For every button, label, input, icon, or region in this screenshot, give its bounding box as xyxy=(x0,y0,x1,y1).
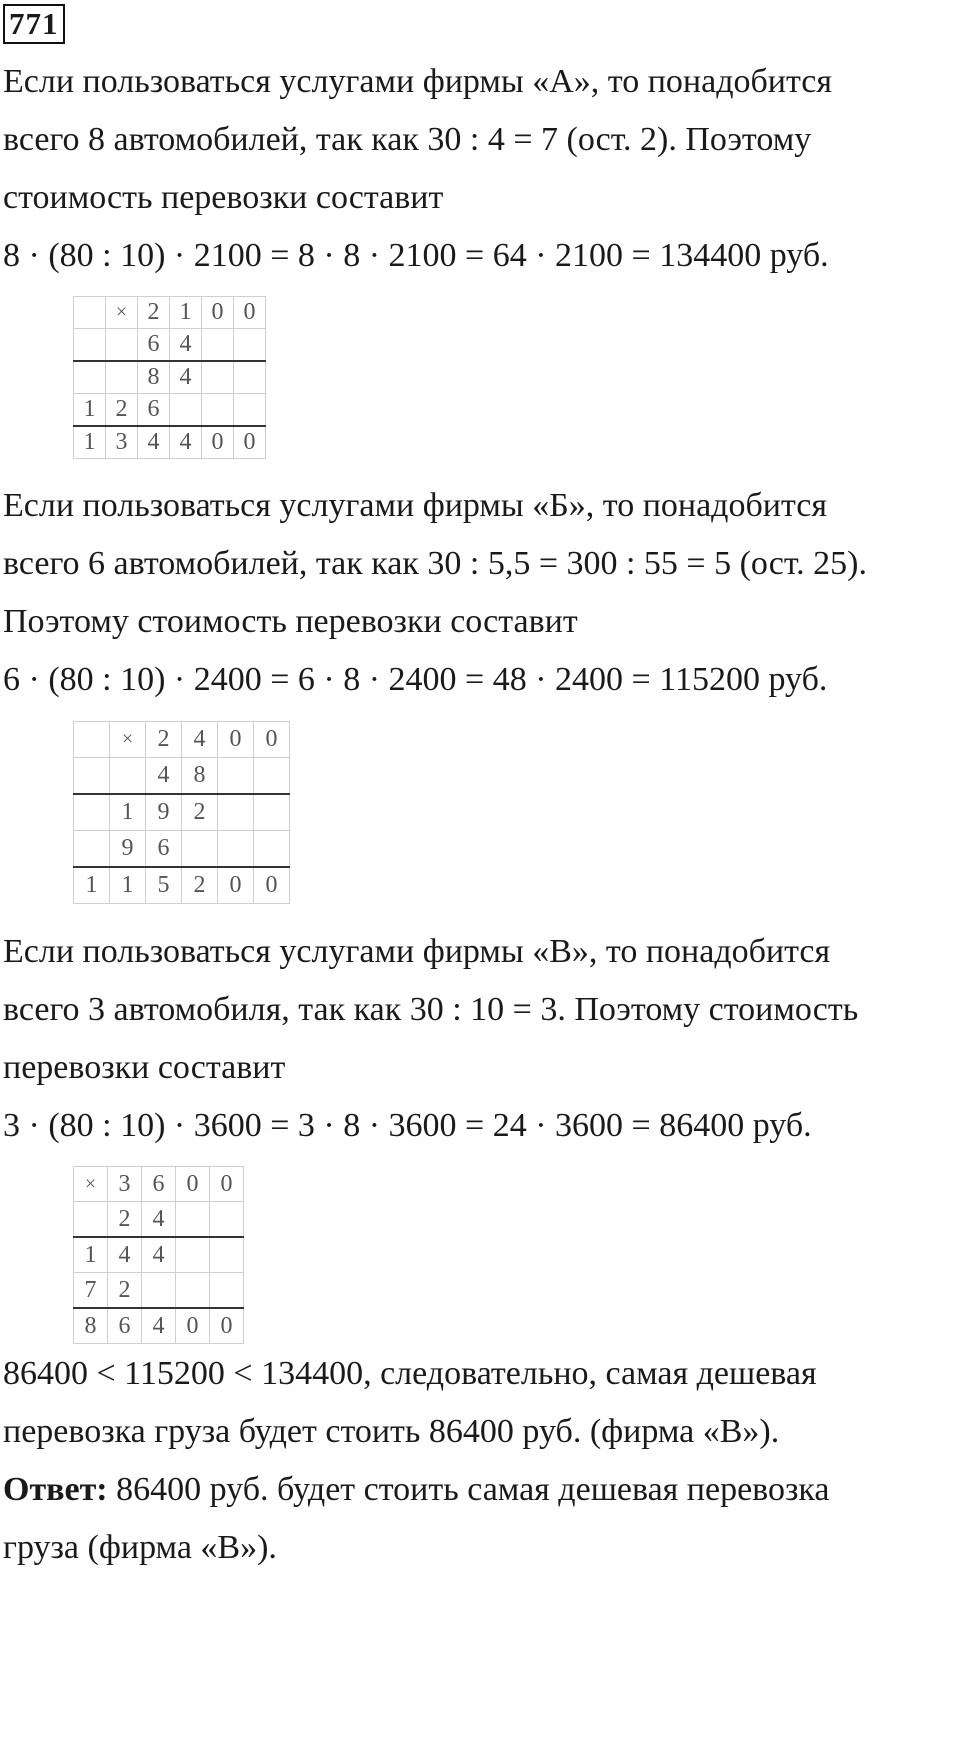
digit-cell xyxy=(106,329,138,362)
digit-cell xyxy=(210,1237,244,1273)
digit-cell: 2 xyxy=(182,794,218,831)
digit-cell: 6 xyxy=(146,831,182,868)
table-row xyxy=(74,426,266,459)
digit-cell xyxy=(170,394,202,427)
digit-cell: 0 xyxy=(234,426,266,459)
digit-cell: 0 xyxy=(202,297,234,329)
text-line: Если пользоваться услугами фирмы «Б», то понадобится xyxy=(3,487,827,524)
digit-cell: 1 xyxy=(74,394,106,427)
digit-cell xyxy=(176,1202,210,1238)
digit-cell: 6 xyxy=(142,1167,176,1202)
digit-cell: 4 xyxy=(138,426,170,459)
digit-cell: × xyxy=(74,1167,108,1202)
digit-cell: 2 xyxy=(108,1202,142,1238)
digit-cell: 4 xyxy=(146,758,182,795)
digit-cell: 4 xyxy=(182,722,218,758)
digit-cell xyxy=(182,831,218,868)
answer-line xyxy=(3,1470,830,1510)
table-row xyxy=(74,794,290,831)
digit-cell: 4 xyxy=(108,1237,142,1273)
answer-text: 86400 руб. будет стоить самая дешевая перевозка xyxy=(107,1471,830,1508)
text-line: Если пользоваться услугами фирмы «А», то понадобится xyxy=(3,63,832,100)
digit-cell xyxy=(210,1273,244,1309)
digit-cell: 4 xyxy=(170,329,202,362)
text-line: всего 6 автомобилей, так как 30 : 5,5 = 300 : 55 = 5 (ост. 25). xyxy=(3,545,867,582)
multiplication-table-a xyxy=(73,296,266,459)
table-row xyxy=(74,1237,244,1273)
digit-cell xyxy=(234,361,266,394)
digit-cell xyxy=(254,758,290,795)
digit-cell xyxy=(74,329,106,362)
text-line: перевозка груза будет стоить 86400 руб. (фирма «В»). xyxy=(3,1413,780,1450)
text-line: Если пользоваться услугами фирмы «В», то понадобится xyxy=(3,933,831,970)
table-row xyxy=(74,1202,244,1238)
digit-cell: 0 xyxy=(176,1308,210,1344)
table-row xyxy=(74,1273,244,1309)
equation-line: 3 · (80 : 10) · 3600 = 3 · 8 · 3600 = 24 · 3600 = 86400 руб. xyxy=(3,1107,812,1144)
text-line: стоимость перевозки составит xyxy=(3,179,444,216)
digit-cell: 2 xyxy=(146,722,182,758)
digit-cell: 1 xyxy=(170,297,202,329)
digit-cell: 2 xyxy=(106,394,138,427)
digit-cell: 1 xyxy=(110,867,146,904)
text-line: 86400 < 115200 < 134400, следовательно, самая дешевая xyxy=(3,1355,817,1392)
table-row xyxy=(74,831,290,868)
digit-cell: 4 xyxy=(170,426,202,459)
digit-cell xyxy=(74,1202,108,1238)
table-row xyxy=(74,722,290,758)
digit-cell xyxy=(218,758,254,795)
digit-cell xyxy=(110,758,146,795)
digit-cell: 8 xyxy=(74,1308,108,1344)
table-row xyxy=(74,361,266,394)
digit-cell xyxy=(176,1237,210,1273)
digit-cell xyxy=(176,1273,210,1309)
digit-cell: 6 xyxy=(138,329,170,362)
equation-line: 8 · (80 : 10) · 2100 = 8 · 8 · 2100 = 64 · 2100 = 134400 руб. xyxy=(3,237,829,274)
digit-cell xyxy=(142,1273,176,1309)
table-row xyxy=(74,297,266,329)
digit-cell: 2 xyxy=(182,867,218,904)
digit-cell: × xyxy=(110,722,146,758)
digit-cell xyxy=(202,394,234,427)
digit-cell: 4 xyxy=(142,1237,176,1273)
digit-cell: 3 xyxy=(108,1167,142,1202)
table-row xyxy=(74,394,266,427)
answer-label: Ответ: xyxy=(3,1471,108,1508)
digit-cell: 1 xyxy=(74,867,110,904)
digit-cell xyxy=(74,722,110,758)
digit-cell: 3 xyxy=(106,426,138,459)
digit-cell: 4 xyxy=(142,1308,176,1344)
text-line: всего 8 автомобилей, так как 30 : 4 = 7 (ост. 2). Поэтому xyxy=(3,121,812,158)
digit-cell xyxy=(74,758,110,795)
table-row xyxy=(74,867,290,904)
table-row xyxy=(74,1308,244,1344)
digit-cell: 0 xyxy=(202,426,234,459)
digit-cell: × xyxy=(106,297,138,329)
digit-cell: 8 xyxy=(182,758,218,795)
digit-cell: 0 xyxy=(254,867,290,904)
digit-cell: 0 xyxy=(210,1167,244,1202)
digit-cell xyxy=(254,794,290,831)
digit-cell xyxy=(234,329,266,362)
digit-cell: 6 xyxy=(138,394,170,427)
digit-cell: 9 xyxy=(110,831,146,868)
digit-cell: 2 xyxy=(108,1273,142,1309)
answer-line-2: груза (фирма «В»). xyxy=(3,1529,277,1566)
digit-cell: 7 xyxy=(74,1273,108,1309)
digit-cell: 0 xyxy=(210,1308,244,1344)
digit-cell xyxy=(218,794,254,831)
equation-line: 6 · (80 : 10) · 2400 = 6 · 8 · 2400 = 48 · 2400 = 115200 руб. xyxy=(3,661,828,698)
exercise-number: 771 xyxy=(3,4,65,44)
digit-cell: 0 xyxy=(218,867,254,904)
table-row xyxy=(74,329,266,362)
text-line: Поэтому стоимость перевозки составит xyxy=(3,603,578,640)
digit-cell xyxy=(74,831,110,868)
multiplication-table-b xyxy=(73,721,290,904)
multiplication-table-c xyxy=(73,1166,244,1344)
digit-cell xyxy=(74,297,106,329)
digit-cell: 1 xyxy=(74,426,106,459)
digit-cell: 0 xyxy=(176,1167,210,1202)
digit-cell: 9 xyxy=(146,794,182,831)
digit-cell: 6 xyxy=(108,1308,142,1344)
digit-cell: 0 xyxy=(234,297,266,329)
text-line: перевозки составит xyxy=(3,1049,286,1086)
digit-cell xyxy=(202,361,234,394)
digit-cell xyxy=(234,394,266,427)
digit-cell xyxy=(202,329,234,362)
digit-cell xyxy=(106,361,138,394)
digit-cell xyxy=(218,831,254,868)
text-line: всего 3 автомобиля, так как 30 : 10 = 3. Поэтому стоимость xyxy=(3,991,859,1028)
table-row xyxy=(74,758,290,795)
digit-cell xyxy=(210,1202,244,1238)
digit-cell: 5 xyxy=(146,867,182,904)
table-row xyxy=(74,1167,244,1202)
digit-cell: 4 xyxy=(142,1202,176,1238)
digit-cell: 1 xyxy=(110,794,146,831)
digit-cell xyxy=(254,831,290,868)
digit-cell: 2 xyxy=(138,297,170,329)
digit-cell: 0 xyxy=(218,722,254,758)
digit-cell: 1 xyxy=(74,1237,108,1273)
digit-cell xyxy=(74,361,106,394)
digit-cell xyxy=(74,794,110,831)
digit-cell: 8 xyxy=(138,361,170,394)
digit-cell: 4 xyxy=(170,361,202,394)
digit-cell: 0 xyxy=(254,722,290,758)
